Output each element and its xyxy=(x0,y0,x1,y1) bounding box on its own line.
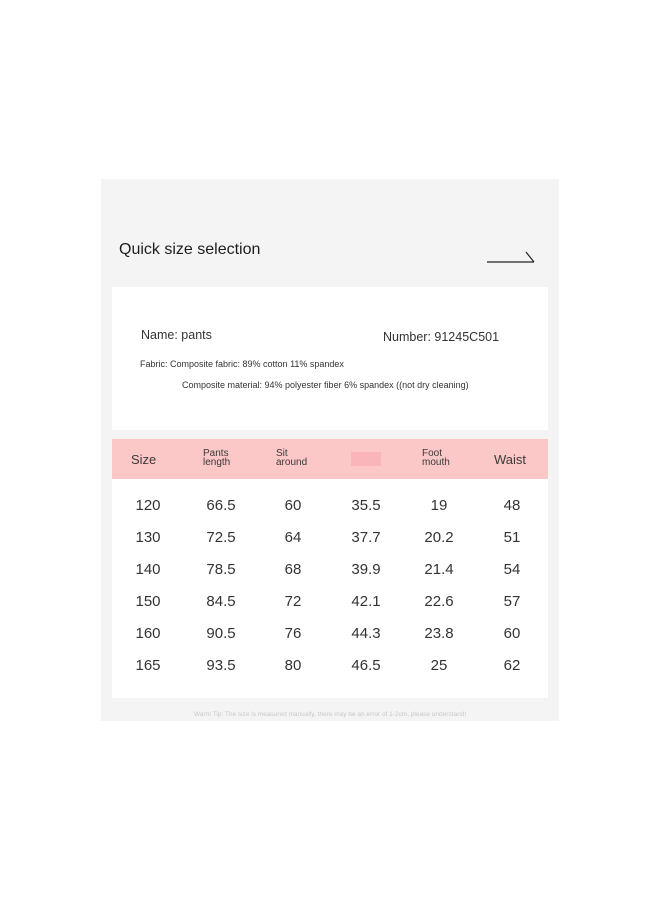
cell-foot-mouth: 20.2 xyxy=(424,529,454,546)
cell-hidden-column: 42.1 xyxy=(351,593,381,610)
cell-foot-mouth: 23.8 xyxy=(424,625,454,642)
material-info: Composite material: 94% polyester fiber 6% spandex ((not dry cleaning) xyxy=(182,380,469,390)
table-row xyxy=(112,561,548,585)
cell-size: 165 xyxy=(135,657,161,674)
cell-pants-length: 72.5 xyxy=(206,529,236,546)
section-title: Quick size selection xyxy=(119,241,261,258)
cell-hidden-column: 37.7 xyxy=(351,529,381,546)
header-pants-length-line1: Pants xyxy=(203,448,229,459)
cell-sit-around: 64 xyxy=(284,529,302,546)
arrow-right-icon xyxy=(487,249,537,265)
cell-pants-length: 93.5 xyxy=(206,657,236,674)
cell-sit-around: 72 xyxy=(284,593,302,610)
cell-waist: 54 xyxy=(503,561,521,578)
cell-waist: 57 xyxy=(503,593,521,610)
header-foot-mouth xyxy=(422,449,450,467)
cell-foot-mouth: 21.4 xyxy=(424,561,454,578)
cell-size: 140 xyxy=(135,561,161,578)
cell-foot-mouth: 22.6 xyxy=(424,593,454,610)
table-row xyxy=(112,593,548,617)
cell-sit-around: 68 xyxy=(284,561,302,578)
cell-hidden-column: 44.3 xyxy=(351,625,381,642)
cell-sit-around: 80 xyxy=(284,657,302,674)
cell-sit-around: 76 xyxy=(284,625,302,642)
header-foot-mouth-line2: mouth xyxy=(422,457,450,468)
cell-waist: 51 xyxy=(503,529,521,546)
header-sit-around xyxy=(276,449,307,467)
cell-size: 160 xyxy=(135,625,161,642)
table-row xyxy=(112,497,548,521)
header-pants-length xyxy=(203,449,230,467)
cell-sit-around: 60 xyxy=(284,497,302,514)
size-table-header xyxy=(112,439,548,479)
header-foot-mouth-line1: Foot xyxy=(422,448,443,459)
cell-waist: 60 xyxy=(503,625,521,642)
header-obscured xyxy=(351,452,381,466)
cell-pants-length: 84.5 xyxy=(206,593,236,610)
cell-hidden-column: 39.9 xyxy=(351,561,381,578)
header-pants-length-line2: length xyxy=(203,457,231,468)
cell-waist: 48 xyxy=(503,497,521,514)
cell-size: 120 xyxy=(135,497,161,514)
product-name: Name: pants xyxy=(141,328,212,342)
cell-hidden-column: 46.5 xyxy=(351,657,381,674)
size-table xyxy=(112,439,548,698)
product-info-card xyxy=(112,287,548,430)
cell-foot-mouth: 19 xyxy=(430,497,448,514)
warm-tip-note: Warm Tip: The size is measured manually, there may be an error of 1-2cm, please understand! xyxy=(193,711,467,718)
header-sit-around-line1: Sit xyxy=(276,448,288,459)
cell-foot-mouth: 25 xyxy=(430,657,448,674)
cell-size: 150 xyxy=(135,593,161,610)
cell-pants-length: 66.5 xyxy=(206,497,236,514)
header-sit-around-line2: around xyxy=(276,457,308,468)
cell-pants-length: 78.5 xyxy=(206,561,236,578)
cell-size: 130 xyxy=(135,529,161,546)
table-row xyxy=(112,625,548,649)
cell-pants-length: 90.5 xyxy=(206,625,236,642)
cell-waist: 62 xyxy=(503,657,521,674)
header-waist: Waist xyxy=(494,452,527,467)
size-guide-panel xyxy=(101,179,559,721)
fabric-info: Fabric: Composite fabric: 89% cotton 11% spandex xyxy=(140,359,344,369)
cell-hidden-column: 35.5 xyxy=(351,497,381,514)
table-row xyxy=(112,657,548,681)
header-size: Size xyxy=(131,452,157,467)
table-row xyxy=(112,529,548,553)
product-number: Number: 91245C501 xyxy=(383,330,500,344)
